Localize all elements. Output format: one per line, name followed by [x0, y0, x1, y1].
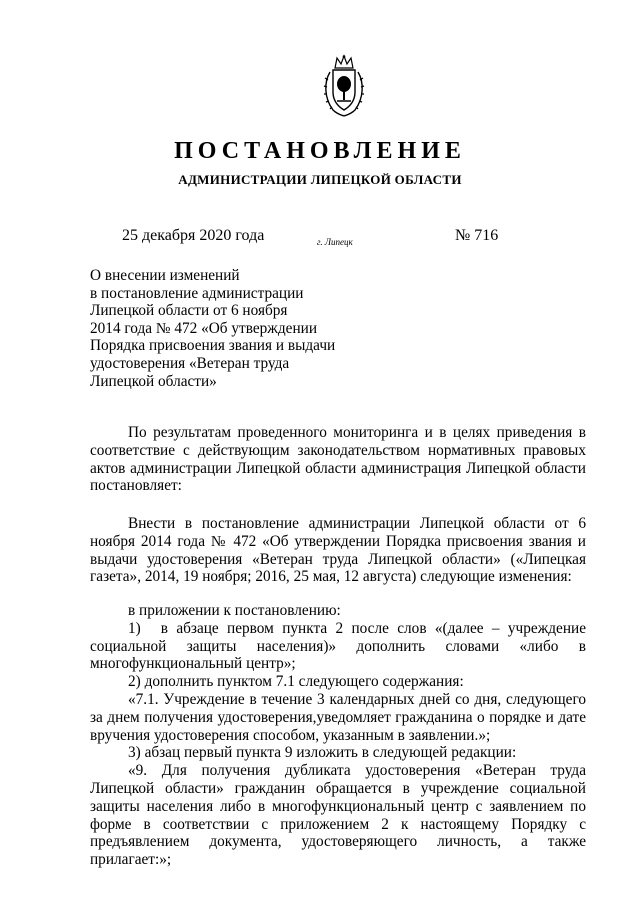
item-1-word: дополнить — [356, 637, 426, 655]
document-city: г. Липецк — [317, 237, 353, 247]
amendments-list — [90, 602, 586, 869]
document-number: № 716 — [455, 227, 499, 244]
item-1-text: в абзаце первом пункта 2 после слов «(далее – учреждение — [160, 619, 586, 637]
heading-line: в постановление администрации — [90, 284, 304, 302]
document-subtitle: АДМИНИСТРАЦИИ ЛИПЕЦКОЙ ОБЛАСТИ — [178, 172, 462, 187]
preamble-paragraph: По результатам проведенного мониторинга и в целях приведения в соответствие с действующим законодательством нормативных правовых актов администрации Липецкой области администрация Липецкой области постановляет: — [90, 424, 586, 495]
heading-line: Порядка присвоения звания и выдачи — [90, 337, 336, 355]
document-date: 25 декабря 2020 года — [122, 227, 265, 244]
document-title: ПОСТАНОВЛЕНИЕ — [174, 138, 466, 164]
item-1-word: населения)» — [256, 637, 337, 655]
item-3: 3) абзац первый пункта 9 изложить в следующей редакции: — [128, 744, 517, 762]
quote-7-1: «7.1. Учреждение в течение 3 календарных дней со дня, следующего за днем получения удостоверения,уведомляет гражданина о порядке и дате вручения удостоверения способом, указанным в заявлении.»; — [90, 690, 586, 744]
item-1-word: защиты — [186, 637, 237, 655]
item-1-last-line: многофункциональный центр»; — [90, 655, 296, 673]
coat-of-arms-icon — [321, 54, 367, 118]
heading-line: удостоверения «Ветеран труда — [90, 354, 290, 372]
resolution-heading — [90, 267, 390, 390]
item-1-word: социальной — [90, 637, 167, 655]
item-1-first-line — [128, 620, 586, 638]
item-1-word: «либо — [519, 637, 559, 655]
heading-line: О внесении изменений — [90, 267, 240, 284]
main-paragraph: Внести в постановление администрации Липецкой области от 6 ноября 2014 года № 472 «Об утверждении Порядка присвоения звания и выдачи удостоверения «Ветеран труда Липецкой области» («Липецкая газета», 2014, 19 ноября; 2016, 25 мая, 12 августа) следующие изменения: — [90, 515, 586, 586]
item-1-word: в — [578, 637, 586, 655]
item-1-number: 1) — [128, 619, 141, 637]
appendix-intro: в приложении к постановлению: — [128, 602, 341, 619]
quote-9: «9. Для получения дубликата удостоверения «Ветеран труда Липецкой области» гражданин обращается в учреждение социальной защиты населения либо в многофункциональный центр с заявлением по форме в соответствии с приложением 2 к настоящему Порядку с предъявлением документа, удостоверяющего личность, а также прилагает:»; — [90, 762, 586, 869]
heading-line: Липецкой области от 6 ноября — [90, 302, 288, 320]
heading-line: Липецкой области» — [90, 372, 217, 390]
item-2: 2) дополнить пунктом 7.1 следующего содержания: — [128, 673, 464, 691]
item-1-second-line — [90, 638, 586, 656]
item-1-word: словами — [445, 637, 500, 655]
heading-line: 2014 года № 472 «Об утверждении — [90, 319, 318, 337]
